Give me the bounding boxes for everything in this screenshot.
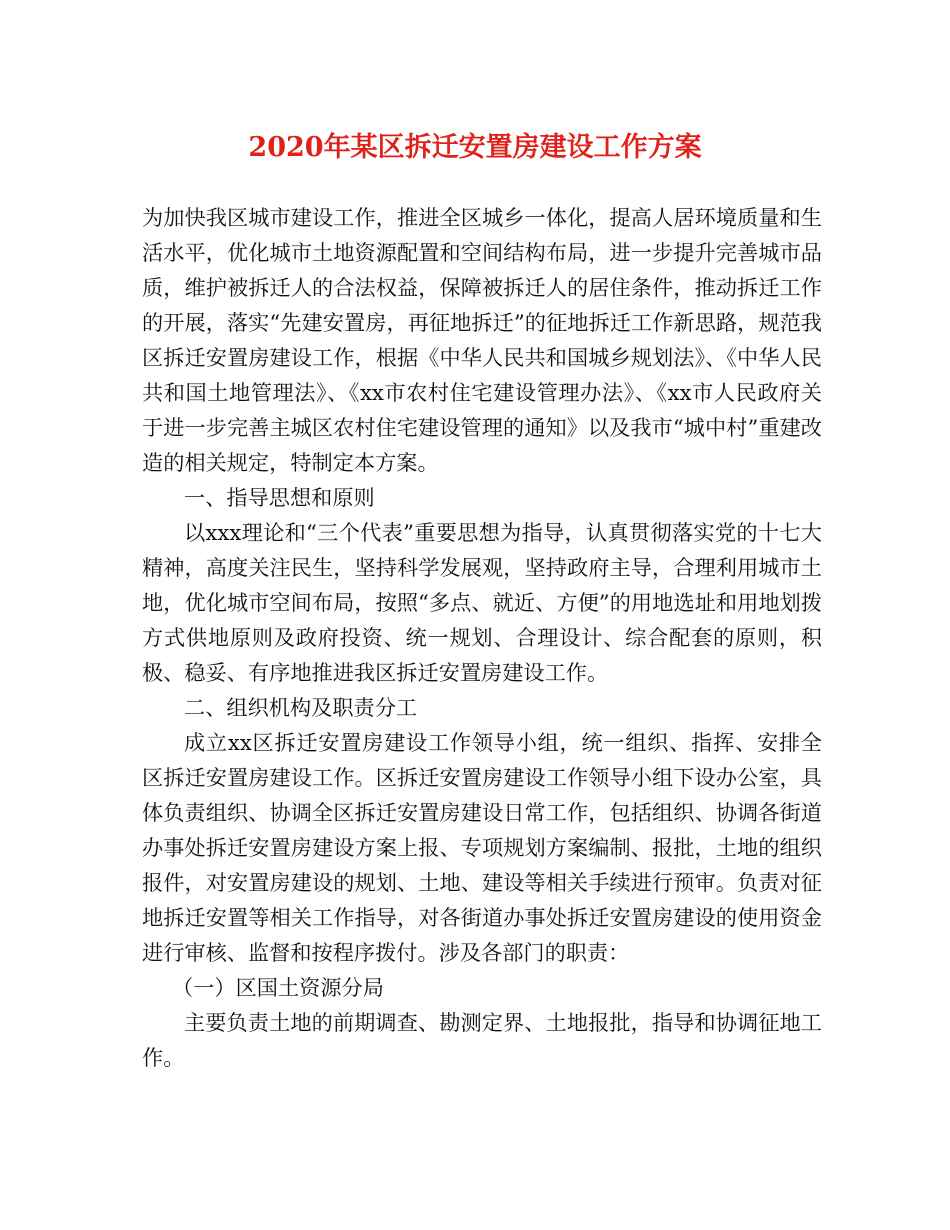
section-heading-guiding-principles: 一、指导思想和原则	[184, 485, 375, 510]
document-title: 2020年某区拆迁安置房建设工作方案	[248, 132, 702, 163]
section-heading-organization: 二、组织机构及职责分工	[184, 695, 418, 720]
paragraph-land-resources: 主要负责土地的前期调查、勘测定界、土地报批，指导和协调征地工作。	[142, 1010, 822, 1070]
paragraph-intro: 为加快我区城市建设工作，推进全区城乡一体化，提高人居环境质量和生活水平，优化城市土地资源配置和空间结构布局，进一步提升完善城市品质，维护被拆迁人的合法权益，保障被拆迁人的居住条件，推动拆迁工作的开展，落实“先建安置房，再征地拆迁”的征地拆迁工作新思路，规范我区拆迁安置房建设工作，根据《中华人民共和国城乡规划法》、《中华人民共和国土地管理法》、《xx市农村住宅建设管理办法》、《xx市人民政府关于进一步完善主城区农村住宅建设管理的通知》以及我市“城中村”重建改造的相关规定，特制定本方案。	[142, 205, 822, 475]
subsection-heading-land-resources: （一）区国土资源分局	[172, 975, 384, 1000]
paragraph-organization: 成立xx区拆迁安置房建设工作领导小组，统一组织、指挥、安排全区拆迁安置房建设工作。区拆迁安置房建设工作领导小组下设办公室，具体负责组织、协调全区拆迁安置房建设日常工作，包括组织、协调各街道办事处拆迁安置房建设方案上报、专项规划方案编制、报批，土地的组织报件，对安置房建设的规划、土地、建设等相关手续进行预审。负责对征地拆迁安置等相关工作指导，对各街道办事处拆迁安置房建设的使用资金进行审核、监督和按程序拨付。涉及各部门的职责：	[142, 730, 822, 965]
document-body	[142, 200, 822, 1075]
paragraph-guiding-principles: 以xxx理论和“三个代表”重要思想为指导，认真贯彻落实党的十七大精神，高度关注民生，坚持科学发展观，坚持政府主导，合理利用城市土地，优化城市空间布局，按照“多点、就近、方便”的用地选址和用地划拨方式供地原则及政府投资、统一规划、合理设计、综合配套的原则，积极、稳妥、有序地推进我区拆迁安置房建设工作。	[142, 520, 822, 685]
